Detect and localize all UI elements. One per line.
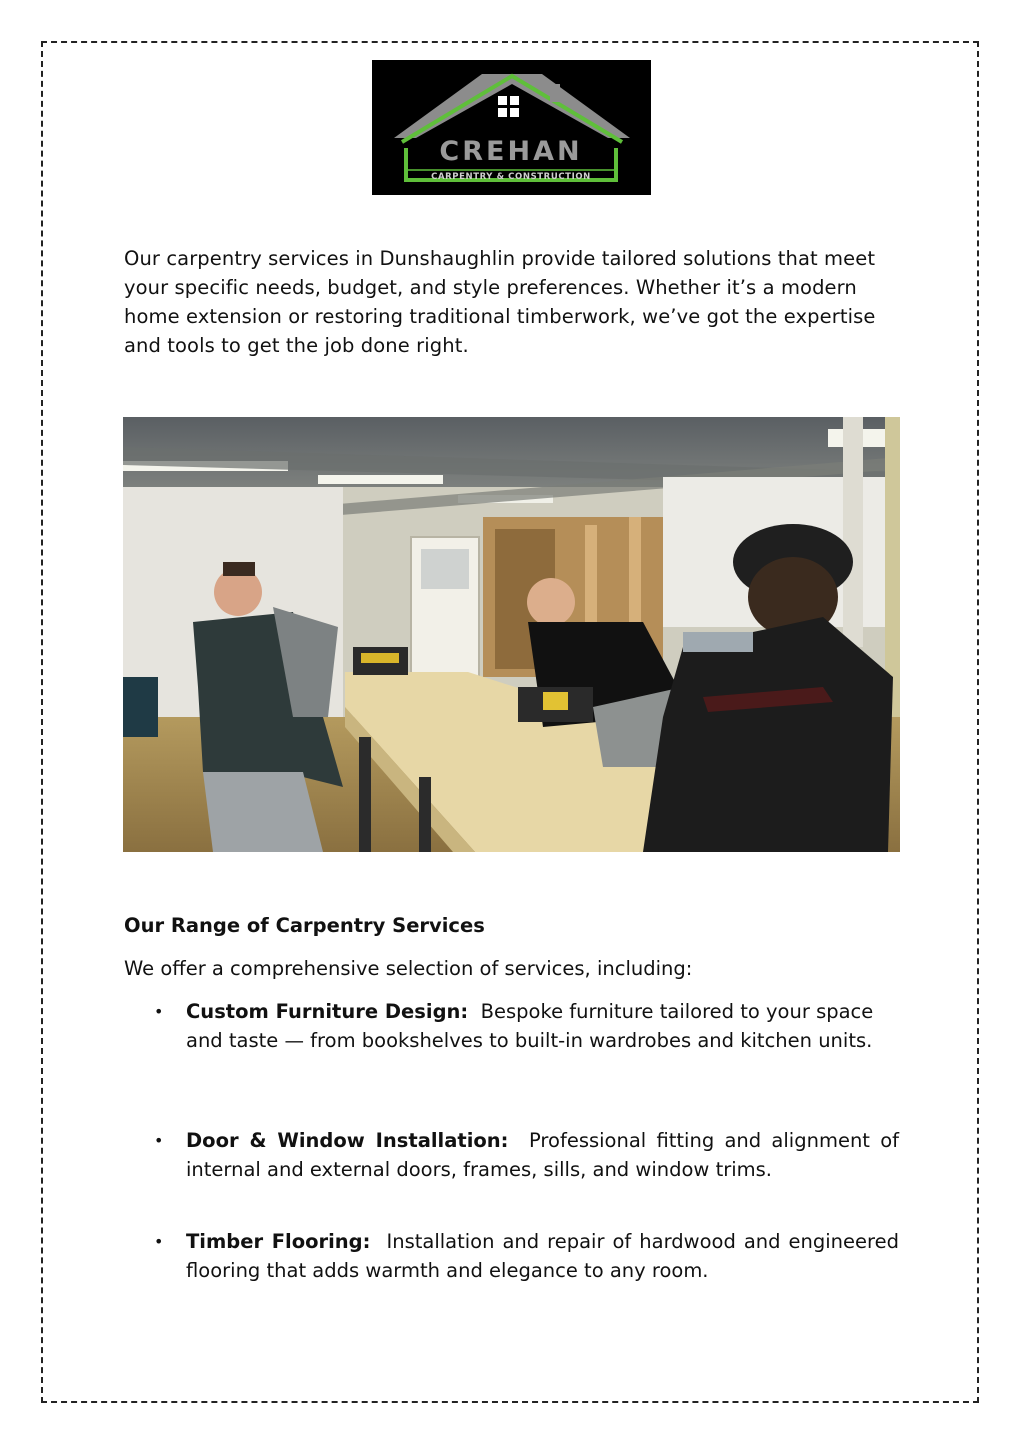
service-title: Custom Furniture Design: (186, 1000, 469, 1023)
logo-tagline: CARPENTRY & CONSTRUCTION (431, 172, 591, 182)
bullet-icon: • (154, 1002, 164, 1021)
section-heading: Our Range of Carpentry Services (124, 914, 485, 937)
bullet-icon: • (154, 1131, 164, 1150)
service-item-timber-flooring (154, 1227, 899, 1285)
service-title: Timber Flooring: (186, 1230, 371, 1253)
intro-paragraph: Our carpentry services in Dunshaughlin provide tailored solutions that meet your specific needs, budget, and style preferences. Whether it’s a modern home extension or restoring traditional timberwork, we’ve got the expertise and tools to get the job done right. (124, 247, 876, 357)
workshop-photo (123, 417, 900, 852)
service-item-door-window (154, 1126, 900, 1184)
service-item-custom-furniture (154, 997, 899, 1055)
service-description: Bespoke furniture tailored to your space and taste — from bookshelves to built-in wardrobes and kitchen units. (186, 1000, 874, 1052)
logo-brand: CREHAN (439, 136, 583, 167)
crehan-logo (372, 60, 651, 195)
service-title: Door & Window Installation: (186, 1129, 509, 1152)
service-description: Professional fitting and alignment of internal and external doors, frames, sills, and window trims. (186, 1129, 900, 1181)
service-description: Installation and repair of hardwood and engineered flooring that adds warmth and elegance to any room. (186, 1230, 899, 1282)
bullet-icon: • (154, 1232, 164, 1251)
services-lead: We offer a comprehensive selection of services, including: (124, 957, 693, 980)
